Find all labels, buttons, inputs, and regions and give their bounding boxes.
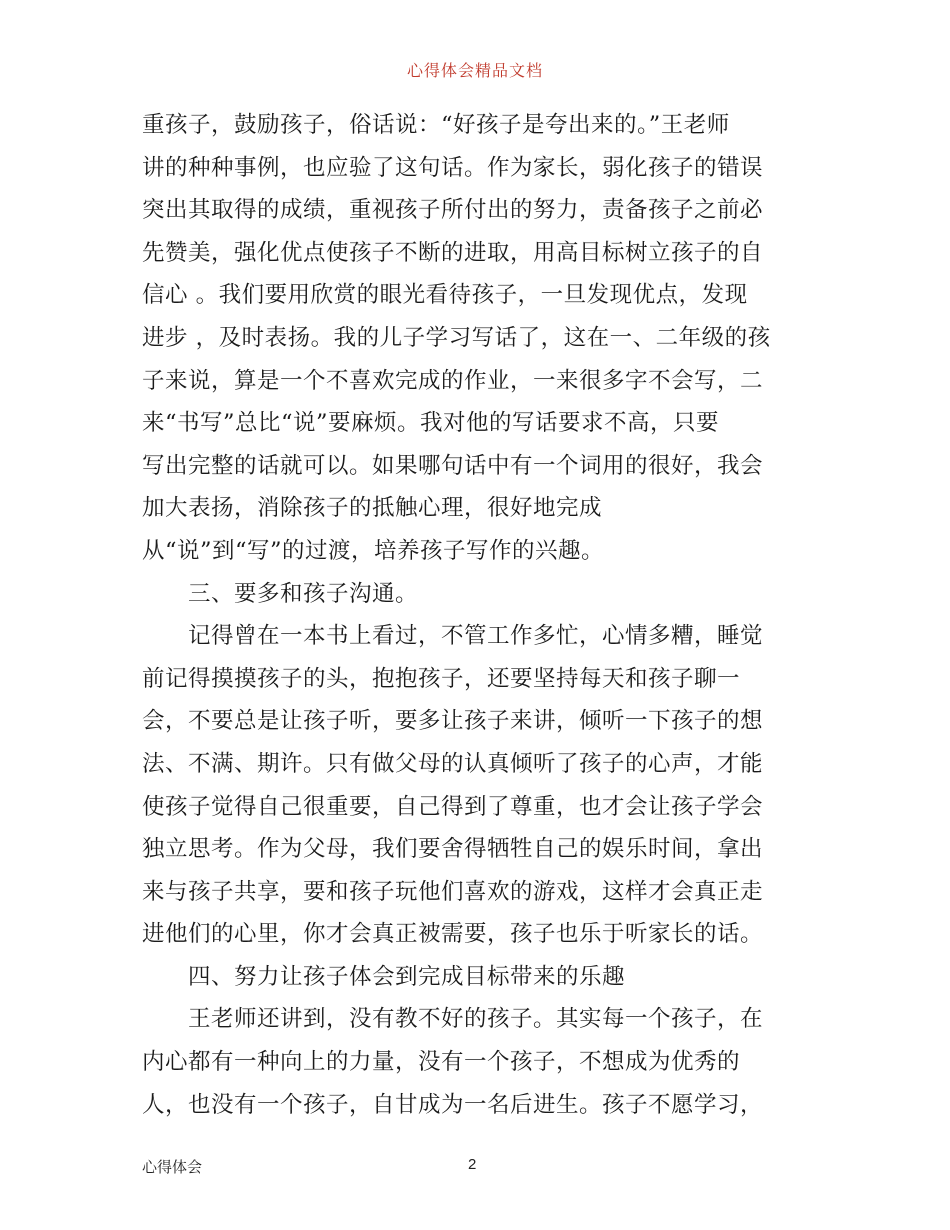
- text-line: 来与孩子共享，要和孩子玩他们喜欢的游戏，这样才会真正走: [142, 878, 764, 905]
- text-line: 先赞美，强化优点使孩子不断的进取，用高目标树立孩子的自: [142, 239, 764, 266]
- text-line: 法、不满、期许。只有做父母的认真倾听了孩子的心声，才能: [142, 750, 764, 777]
- text-line: 内心都有一种向上的力量，没有一个孩子，不想成为优秀的: [142, 1049, 741, 1076]
- document-body: [142, 104, 814, 1126]
- text-line: 人，也没有一个孩子，自甘成为一名后进生。孩子不愿学习，: [142, 1091, 764, 1118]
- text-line: 从“说”到“写”的过渡，培养孩子写作的兴趣。: [142, 537, 605, 564]
- text-line: 讲的种种事例，也应验了这句话。作为家长，弱化孩子的错误: [142, 154, 764, 181]
- footer-label: 心得体会: [142, 1158, 203, 1176]
- text-line: 会，不要总是让孩子听，要多让孩子来讲，倾听一下孩子的想: [142, 708, 764, 735]
- text-line: 信心 。我们要用欣赏的眼光看待孩子，一旦发现优点，发现: [142, 282, 748, 309]
- text-line: 突出其取得的成绩，重视孩子所付出的努力，责备孩子之前必: [142, 197, 764, 224]
- text-line: 记得曾在一本书上看过，不管工作多忙，心情多糟，睡觉: [188, 623, 764, 650]
- text-line: 王老师还讲到，没有教不好的孩子。其实每一个孩子，在: [188, 1006, 764, 1033]
- text-line: 独立思考。作为父母，我们要舍得牺牲自己的娱乐时间，拿出: [142, 836, 764, 863]
- text-line: 子来说，算是一个不喜欢完成的作业，一来很多字不会写，二: [142, 367, 764, 394]
- text-line: 加大表扬，消除孩子的抵触心理，很好地完成: [142, 495, 603, 522]
- text-line: 进他们的心里，你才会真正被需要，孩子也乐于听家长的话。: [142, 921, 764, 948]
- text-line: 来“书写”总比“说”要麻烦。我对他的写话要求不高，只要: [142, 410, 720, 437]
- page-number: 2: [468, 1156, 477, 1173]
- text-line: 使孩子觉得自己很重要，自己得到了尊重，也才会让孩子学会: [142, 793, 764, 820]
- text-line: 前记得摸摸孩子的头，抱抱孩子，还要坚持每天和孩子聊一: [142, 665, 741, 692]
- section-heading: 三、要多和孩子沟通。: [188, 580, 419, 607]
- section-heading: 四、努力让孩子体会到完成目标带来的乐趣: [188, 963, 626, 990]
- text-line: 写出完整的话就可以。如果哪句话中有一个词用的很好，我会: [142, 452, 764, 479]
- text-line: 进步 ，及时表扬。我的儿子学习写话了，这在一、二年级的孩: [142, 324, 771, 351]
- page-header: 心得体会精品文档: [406, 61, 543, 80]
- text-line: 重孩子，鼓励孩子，俗话说：“好孩子是夸出来的。”王老师: [142, 112, 730, 138]
